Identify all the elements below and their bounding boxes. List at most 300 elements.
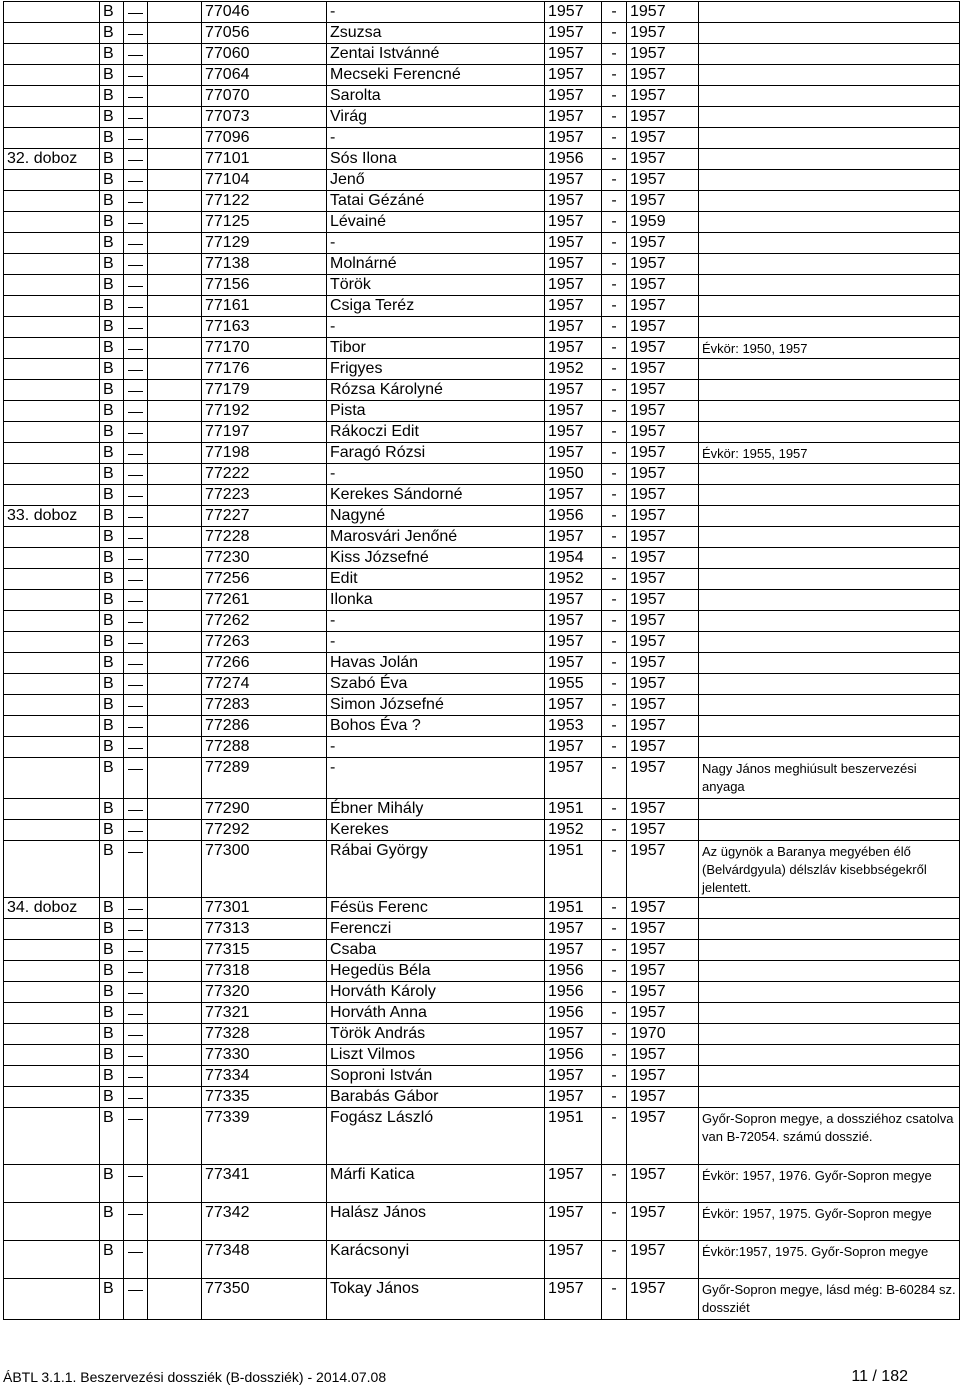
year-separator: - — [602, 1003, 627, 1024]
year-to: 1957 — [627, 359, 699, 380]
cover-name: Kerekes — [327, 820, 545, 841]
table-row — [4, 443, 960, 464]
year-from: 1952 — [545, 569, 602, 590]
dash-line — [124, 1279, 148, 1320]
year-separator: - — [602, 1108, 627, 1165]
dash-rule — [128, 391, 143, 392]
spacer-cell — [148, 86, 202, 107]
remark — [699, 820, 960, 841]
remark — [699, 296, 960, 317]
spacer-cell — [148, 2, 202, 23]
table-row — [4, 1165, 960, 1203]
year-from: 1956 — [545, 961, 602, 982]
cover-name: Szabó Éva — [327, 674, 545, 695]
cover-name: - — [327, 758, 545, 799]
table-row — [4, 1203, 960, 1241]
dossier-prefix: B — [100, 1165, 124, 1203]
remark — [699, 527, 960, 548]
spacer-cell — [148, 275, 202, 296]
year-from: 1957 — [545, 212, 602, 233]
cover-name: Jenő — [327, 170, 545, 191]
spacer-cell — [148, 443, 202, 464]
year-from: 1957 — [545, 401, 602, 422]
dash-line — [124, 695, 148, 716]
year-to: 1959 — [627, 212, 699, 233]
dash-rule — [128, 1098, 143, 1099]
year-from: 1957 — [545, 254, 602, 275]
cover-name: Marosvári Jenőné — [327, 527, 545, 548]
dossier-number: 77339 — [202, 1108, 327, 1165]
spacer-cell — [148, 1045, 202, 1066]
spacer-cell — [148, 799, 202, 820]
spacer-cell — [148, 149, 202, 170]
year-from: 1957 — [545, 611, 602, 632]
box-label — [4, 485, 100, 506]
box-label — [4, 569, 100, 590]
box-label — [4, 1203, 100, 1241]
cover-name: Pista — [327, 401, 545, 422]
dash-line — [124, 982, 148, 1003]
dossier-prefix: B — [100, 380, 124, 401]
year-from: 1956 — [545, 982, 602, 1003]
remark — [699, 464, 960, 485]
box-label — [4, 317, 100, 338]
year-separator: - — [602, 674, 627, 695]
remark: Évkör: 1955, 1957 — [699, 443, 960, 464]
cover-name: - — [327, 611, 545, 632]
dossier-prefix: B — [100, 443, 124, 464]
dash-rule — [128, 852, 143, 853]
dossier-number: 77230 — [202, 548, 327, 569]
dash-line — [124, 632, 148, 653]
year-separator: - — [602, 44, 627, 65]
remark: Évkör: 1957, 1975. Győr-Sopron megye — [699, 1203, 960, 1241]
year-to: 1957 — [627, 898, 699, 919]
spacer-cell — [148, 653, 202, 674]
dash-line — [124, 443, 148, 464]
cover-name: - — [327, 233, 545, 254]
cover-name: Zentai Istvánné — [327, 44, 545, 65]
box-label — [4, 1045, 100, 1066]
dash-line — [124, 799, 148, 820]
dossier-prefix: B — [100, 1066, 124, 1087]
remark — [699, 632, 960, 653]
table-row — [4, 569, 960, 590]
box-label — [4, 982, 100, 1003]
cover-name: - — [327, 128, 545, 149]
table-row — [4, 2, 960, 23]
year-to: 1957 — [627, 380, 699, 401]
dash-rule — [128, 706, 143, 707]
year-to: 1957 — [627, 44, 699, 65]
table-row — [4, 107, 960, 128]
dash-line — [124, 569, 148, 590]
dash-line — [124, 1003, 148, 1024]
spacer-cell — [148, 233, 202, 254]
dash-line — [124, 212, 148, 233]
remark — [699, 590, 960, 611]
year-to: 1957 — [627, 695, 699, 716]
year-from: 1957 — [545, 1203, 602, 1241]
dossier-prefix: B — [100, 212, 124, 233]
table-row — [4, 841, 960, 898]
year-to: 1957 — [627, 919, 699, 940]
dossier-prefix: B — [100, 653, 124, 674]
year-to: 1957 — [627, 632, 699, 653]
year-to: 1957 — [627, 464, 699, 485]
remark — [699, 961, 960, 982]
cover-name: - — [327, 464, 545, 485]
dossier-number: 77073 — [202, 107, 327, 128]
spacer-cell — [148, 170, 202, 191]
remark — [699, 380, 960, 401]
dash-line — [124, 65, 148, 86]
dossier-prefix: B — [100, 1003, 124, 1024]
dossier-number: 77197 — [202, 422, 327, 443]
year-separator: - — [602, 820, 627, 841]
cover-name: Simon Józsefné — [327, 695, 545, 716]
cover-name: Rákoczi Edit — [327, 422, 545, 443]
remark — [699, 65, 960, 86]
dash-rule — [128, 769, 143, 770]
year-separator: - — [602, 86, 627, 107]
dossier-prefix: B — [100, 548, 124, 569]
year-from: 1957 — [545, 632, 602, 653]
table-row — [4, 653, 960, 674]
table-row — [4, 737, 960, 758]
dossier-prefix: B — [100, 128, 124, 149]
year-separator: - — [602, 23, 627, 44]
box-label — [4, 527, 100, 548]
spacer-cell — [148, 506, 202, 527]
spacer-cell — [148, 1087, 202, 1108]
cover-name: Soproni István — [327, 1066, 545, 1087]
cover-name: Ébner Mihály — [327, 799, 545, 820]
dash-rule — [128, 13, 143, 14]
year-from: 1957 — [545, 107, 602, 128]
spacer-cell — [148, 422, 202, 443]
table-row — [4, 506, 960, 527]
year-to: 1957 — [627, 65, 699, 86]
dash-line — [124, 23, 148, 44]
table-row — [4, 919, 960, 940]
year-separator: - — [602, 254, 627, 275]
remark — [699, 940, 960, 961]
cover-name: Frigyes — [327, 359, 545, 380]
dash-line — [124, 548, 148, 569]
box-label — [4, 380, 100, 401]
year-from: 1954 — [545, 548, 602, 569]
dash-line — [124, 338, 148, 359]
year-from: 1957 — [545, 296, 602, 317]
dash-line — [124, 1203, 148, 1241]
remark — [699, 695, 960, 716]
table-row — [4, 128, 960, 149]
dash-rule — [128, 307, 143, 308]
dossier-number: 77300 — [202, 841, 327, 898]
year-to: 1957 — [627, 590, 699, 611]
box-label: 32. doboz — [4, 149, 100, 170]
box-label — [4, 107, 100, 128]
box-label — [4, 1165, 100, 1203]
dossier-number: 77330 — [202, 1045, 327, 1066]
dossier-prefix: B — [100, 940, 124, 961]
cover-name: Hegedüs Béla — [327, 961, 545, 982]
dossier-prefix: B — [100, 820, 124, 841]
remark: Évkör: 1950, 1957 — [699, 338, 960, 359]
spacer-cell — [148, 380, 202, 401]
remark — [699, 44, 960, 65]
year-separator: - — [602, 275, 627, 296]
dash-rule — [128, 97, 143, 98]
dash-line — [124, 674, 148, 695]
dossier-number: 77274 — [202, 674, 327, 695]
dash-rule — [128, 160, 143, 161]
dash-line — [124, 590, 148, 611]
remark: Évkör:1957, 1975. Győr-Sopron megye — [699, 1241, 960, 1279]
dossier-prefix: B — [100, 799, 124, 820]
spacer-cell — [148, 464, 202, 485]
remark — [699, 2, 960, 23]
year-separator: - — [602, 338, 627, 359]
dossier-number: 77263 — [202, 632, 327, 653]
dossier-prefix: B — [100, 758, 124, 799]
year-separator: - — [602, 1241, 627, 1279]
year-to: 1957 — [627, 1241, 699, 1279]
spacer-cell — [148, 1108, 202, 1165]
box-label — [4, 359, 100, 380]
year-separator: - — [602, 919, 627, 940]
table-row — [4, 799, 960, 820]
spacer-cell — [148, 401, 202, 422]
table-row — [4, 695, 960, 716]
spacer-cell — [148, 940, 202, 961]
spacer-cell — [148, 65, 202, 86]
dash-line — [124, 1045, 148, 1066]
year-from: 1957 — [545, 191, 602, 212]
dossier-number: 77227 — [202, 506, 327, 527]
year-separator: - — [602, 149, 627, 170]
dossier-prefix: B — [100, 23, 124, 44]
remark — [699, 506, 960, 527]
dash-line — [124, 653, 148, 674]
dossier-prefix: B — [100, 254, 124, 275]
year-separator: - — [602, 1203, 627, 1241]
dash-line — [124, 961, 148, 982]
spacer-cell — [148, 982, 202, 1003]
box-label — [4, 1024, 100, 1045]
dash-line — [124, 737, 148, 758]
year-separator: - — [602, 191, 627, 212]
table-row — [4, 898, 960, 919]
dossier-prefix: B — [100, 1241, 124, 1279]
dash-rule — [128, 1014, 143, 1015]
dash-rule — [128, 454, 143, 455]
remark — [699, 569, 960, 590]
year-to: 1957 — [627, 611, 699, 632]
spacer-cell — [148, 107, 202, 128]
dossier-number: 77286 — [202, 716, 327, 737]
dossier-prefix: B — [100, 422, 124, 443]
year-from: 1951 — [545, 898, 602, 919]
year-to: 1957 — [627, 254, 699, 275]
dash-rule — [128, 909, 143, 910]
spacer-cell — [148, 1203, 202, 1241]
table-row — [4, 170, 960, 191]
dash-line — [124, 254, 148, 275]
dossier-number: 77318 — [202, 961, 327, 982]
dossier-prefix: B — [100, 401, 124, 422]
dossier-prefix: B — [100, 632, 124, 653]
dash-rule — [128, 831, 143, 832]
spacer-cell — [148, 1024, 202, 1045]
year-from: 1957 — [545, 44, 602, 65]
year-to: 1957 — [627, 1003, 699, 1024]
year-separator: - — [602, 590, 627, 611]
table-row — [4, 86, 960, 107]
year-to: 1957 — [627, 1203, 699, 1241]
cover-name: Faragó Rózsi — [327, 443, 545, 464]
year-from: 1953 — [545, 716, 602, 737]
cover-name: - — [327, 737, 545, 758]
year-separator: - — [602, 982, 627, 1003]
remark — [699, 737, 960, 758]
dash-rule — [128, 496, 143, 497]
dossier-number: 77223 — [202, 485, 327, 506]
dossier-number: 77266 — [202, 653, 327, 674]
dossier-number: 77256 — [202, 569, 327, 590]
box-label — [4, 737, 100, 758]
year-from: 1957 — [545, 485, 602, 506]
table-row — [4, 149, 960, 170]
year-from: 1957 — [545, 233, 602, 254]
year-to: 1957 — [627, 275, 699, 296]
year-to: 1957 — [627, 737, 699, 758]
spacer-cell — [148, 338, 202, 359]
year-separator: - — [602, 1087, 627, 1108]
year-to: 1957 — [627, 296, 699, 317]
year-from: 1957 — [545, 422, 602, 443]
cover-name: Sós Ilona — [327, 149, 545, 170]
dossier-number: 77334 — [202, 1066, 327, 1087]
dossier-prefix: B — [100, 485, 124, 506]
year-from: 1957 — [545, 1241, 602, 1279]
year-from: 1957 — [545, 275, 602, 296]
box-label — [4, 716, 100, 737]
footer-source: ÁBTL 3.1.1. Beszervezési dossziék (B-dossziék) - 2014.07.08 — [3, 1369, 387, 1385]
year-from: 1957 — [545, 940, 602, 961]
dossier-prefix: B — [100, 1203, 124, 1241]
box-label — [4, 233, 100, 254]
spacer-cell — [148, 1066, 202, 1087]
remark: Az ügynök a Baranya megyében élő (Belvárdgyula) délszláv kisebbségekről jelentett. — [699, 841, 960, 898]
year-from: 1957 — [545, 653, 602, 674]
dossier-number: 77170 — [202, 338, 327, 359]
year-from: 1952 — [545, 820, 602, 841]
year-separator: - — [602, 961, 627, 982]
spacer-cell — [148, 737, 202, 758]
remark — [699, 401, 960, 422]
remark — [699, 128, 960, 149]
cover-name: Horváth Anna — [327, 1003, 545, 1024]
box-label — [4, 758, 100, 799]
table-row — [4, 1045, 960, 1066]
spacer-cell — [148, 898, 202, 919]
spacer-cell — [148, 716, 202, 737]
year-to: 1957 — [627, 674, 699, 695]
box-label — [4, 464, 100, 485]
dash-rule — [128, 118, 143, 119]
year-separator: - — [602, 359, 627, 380]
dossier-number: 77261 — [202, 590, 327, 611]
dossier-prefix: B — [100, 149, 124, 170]
year-from: 1957 — [545, 1279, 602, 1320]
year-to: 1957 — [627, 758, 699, 799]
spacer-cell — [148, 611, 202, 632]
year-to: 1957 — [627, 485, 699, 506]
box-label — [4, 422, 100, 443]
year-from: 1957 — [545, 1165, 602, 1203]
dossier-number: 77101 — [202, 149, 327, 170]
year-separator: - — [602, 1279, 627, 1320]
box-label — [4, 128, 100, 149]
spacer-cell — [148, 841, 202, 898]
dossier-prefix: B — [100, 338, 124, 359]
spacer-cell — [148, 485, 202, 506]
year-separator: - — [602, 716, 627, 737]
spacer-cell — [148, 296, 202, 317]
cover-name: Halász János — [327, 1203, 545, 1241]
dossier-number: 77283 — [202, 695, 327, 716]
dossier-number: 77342 — [202, 1203, 327, 1241]
dossier-prefix: B — [100, 44, 124, 65]
year-separator: - — [602, 841, 627, 898]
table-row — [4, 23, 960, 44]
dash-rule — [128, 34, 143, 35]
spacer-cell — [148, 632, 202, 653]
remark — [699, 611, 960, 632]
table-row — [4, 940, 960, 961]
spacer-cell — [148, 44, 202, 65]
box-label — [4, 961, 100, 982]
dossier-number: 77156 — [202, 275, 327, 296]
box-label — [4, 611, 100, 632]
year-from: 1957 — [545, 86, 602, 107]
year-to: 1957 — [627, 506, 699, 527]
year-separator: - — [602, 506, 627, 527]
year-to: 1957 — [627, 2, 699, 23]
year-separator: - — [602, 653, 627, 674]
box-label — [4, 695, 100, 716]
dossier-number: 77321 — [202, 1003, 327, 1024]
remark — [699, 422, 960, 443]
year-separator: - — [602, 799, 627, 820]
cover-name: Molnárné — [327, 254, 545, 275]
box-label — [4, 548, 100, 569]
dossier-number: 77198 — [202, 443, 327, 464]
box-label — [4, 86, 100, 107]
year-to: 1957 — [627, 338, 699, 359]
table-row — [4, 233, 960, 254]
dossier-number: 77348 — [202, 1241, 327, 1279]
year-from: 1957 — [545, 527, 602, 548]
dash-rule — [128, 1290, 143, 1291]
dossier-prefix: B — [100, 841, 124, 898]
dash-rule — [128, 993, 143, 994]
cover-name: Sarolta — [327, 86, 545, 107]
dash-rule — [128, 538, 143, 539]
dossier-prefix: B — [100, 1279, 124, 1320]
